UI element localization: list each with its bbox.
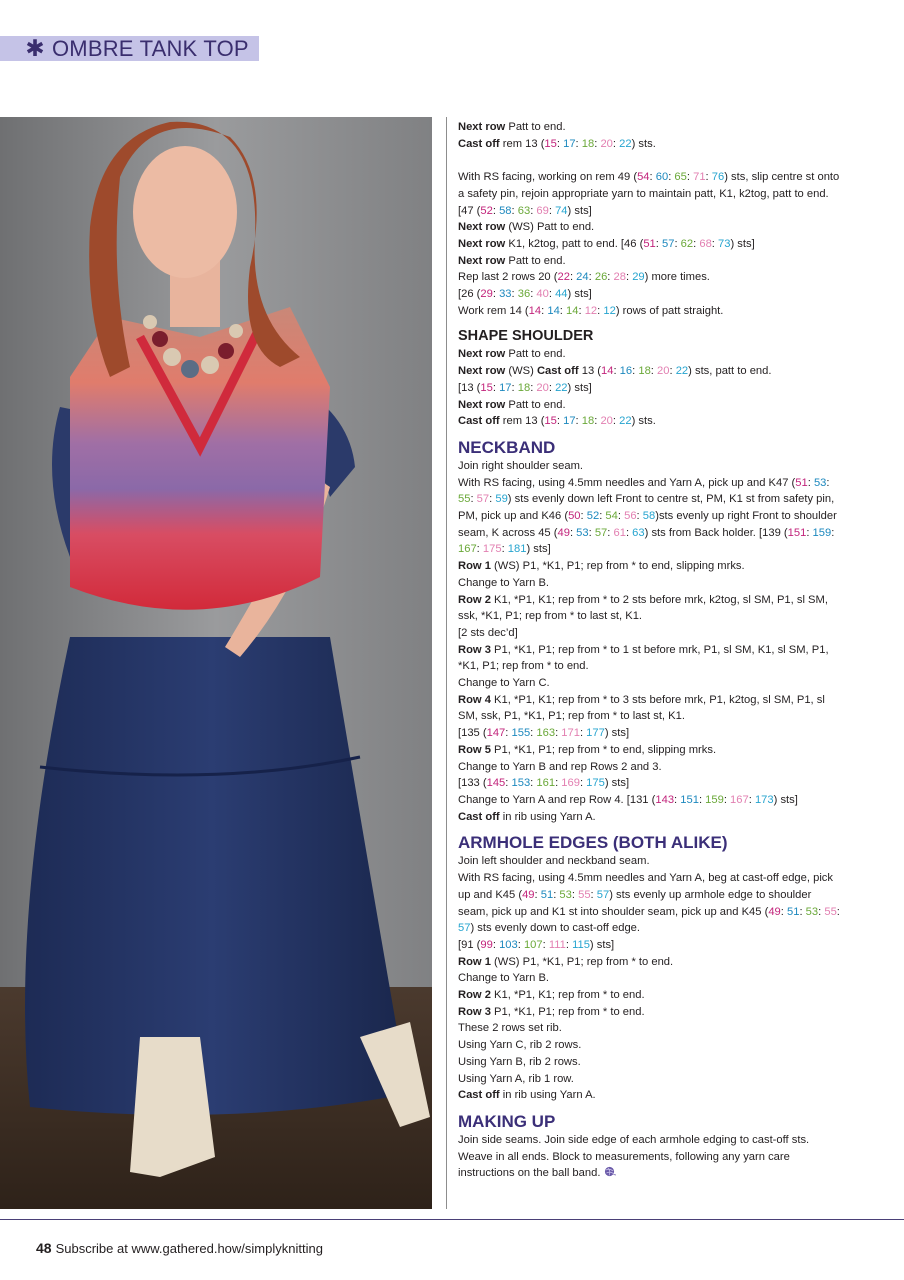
pattern-row: Cast off rem 13 (15: 17: 18: 20: 22) sts. xyxy=(458,415,656,428)
making-up-heading: MAKING UP xyxy=(458,1111,556,1131)
footer-divider xyxy=(0,1219,904,1220)
pattern-row: Next row Patt to end. xyxy=(458,121,566,133)
pattern-row: Next row Patt to end. xyxy=(458,398,566,411)
pattern-row: Next row K1, k2tog, patt to end. [46 (51: 57: 62: 68: 73) sts] xyxy=(458,237,755,250)
pattern-paragraph: With RS facing, using 4.5mm needles and Yarn A, beg at cast-off edge, pick up and K45 (49: 51: 53: 55: 57) sts evenly up armhole edge to shoulder seam, pick up and K1 st into shoulder seam, pick up and K45 (49: 51: 53: 55: 57) sts evenly down to cast-off edge. xyxy=(458,872,840,935)
pattern-row: Row 2 K1, *P1, K1; rep from * to 2 sts before mrk, k2tog, sl SM, P1, sl SM, ssk, *K1, P1; rep from * to last st, K1. xyxy=(458,593,828,623)
model-photo xyxy=(0,117,432,1209)
pattern-row: Cast off in rib using Yarn A. xyxy=(458,810,596,823)
page-title: OMBRE TANK TOP xyxy=(52,36,249,61)
pattern-row: Cast off in rib using Yarn A. xyxy=(458,1089,596,1102)
pattern-row: Next row (WS) Patt to end. xyxy=(458,221,595,234)
pattern-row: Change to Yarn C. xyxy=(458,677,550,690)
pattern-row: Rep last 2 rows 20 (22: 24: 26: 28: 29) more times. xyxy=(458,271,710,284)
stitch-count: [135 (147: 155: 163: 171: 177) sts] xyxy=(458,727,630,740)
pattern-row: These 2 rows set rib. xyxy=(458,1022,562,1035)
pattern-paragraph: With RS facing, using 4.5mm needles and Yarn A, pick up and K47 (51: 53: 55: 57: 59) sts evenly down left Front to centre st, PM, K1 st from safety pin, PM, pick up and K46 (50: 52: 54: 56: 58)sts evenly up right Front to shoulder seam, K across 45 (49: 53: 57: 61: 63) sts from Back holder. [139 (151: 159: 167: 175: 181) sts] xyxy=(458,476,837,556)
stitch-count: [91 (99: 103: 107: 111: 115) sts] xyxy=(458,938,615,951)
pattern-row: Join left shoulder and neckband seam. xyxy=(458,855,650,868)
shape-shoulder-heading: SHAPE SHOULDER xyxy=(458,328,594,345)
stitch-count: [133 (145: 153: 161: 169: 175) sts] xyxy=(458,777,630,790)
pattern-row: Next row Patt to end. xyxy=(458,254,566,267)
pattern-row: Row 5 P1, *K1, P1; rep from * to end, slipping mrks. xyxy=(458,743,717,756)
pattern-row: Row 1 (WS) P1, *K1, P1; rep from * to end. xyxy=(458,955,674,968)
pattern-row: Row 3 P1, *K1, P1; rep from * to 1 st before mrk, P1, sl SM, K1, sl SM, P1, *K1, P1; rep from * to end. xyxy=(458,643,829,673)
yarn-ball-icon xyxy=(604,1166,616,1183)
stitch-count: [26 (29: 33: 36: 40: 44) sts] xyxy=(458,288,592,301)
pattern-row: Next row (WS) Cast off 13 (14: 16: 18: 20: 22) sts, patt to end. xyxy=(458,365,772,378)
armhole-heading: ARMHOLE EDGES (BOTH ALIKE) xyxy=(458,833,728,853)
pattern-row: Using Yarn B, rib 2 rows. xyxy=(458,1055,581,1068)
pattern-row: Row 2 K1, *P1, K1; rep from * to end. xyxy=(458,989,645,1002)
pattern-row: Row 4 K1, *P1, K1; rep from * to 3 sts before mrk, P1, k2tog, sl SM, P1, sl SM, ssk, P1, *K1, P1; rep from * to last st, K1. xyxy=(458,693,825,723)
stitch-count: [13 (15: 17: 18: 20: 22) sts] xyxy=(458,381,592,394)
pattern-row: Change to Yarn B and rep Rows 2 and 3. xyxy=(458,760,662,773)
pattern-row: Join right shoulder seam. xyxy=(458,459,583,472)
pattern-row: Next row Patt to end. xyxy=(458,348,566,361)
pattern-row: Row 1 (WS) P1, *K1, P1; rep from * to end, slipping mrks. xyxy=(458,560,745,573)
column-divider xyxy=(446,117,447,1209)
pattern-row: Using Yarn A, rib 1 row. xyxy=(458,1072,574,1085)
page-number: 48 xyxy=(36,1240,52,1256)
pattern-column xyxy=(458,119,842,1183)
pattern-row: Change to Yarn A and rep Row 4. [131 (143: 151: 159: 167: 173) sts] xyxy=(458,794,798,806)
pattern-row: Change to Yarn B. xyxy=(458,972,550,985)
pattern-paragraph: With RS facing, working on rem 49 (54: 60: 65: 71: 76) sts, slip centre st onto a safety pin, rejoin appropriate yarn to maintain patt, K1, k2tog, patt to end. [47 (52: 58: 63: 69: 74) sts] xyxy=(458,171,840,217)
footer xyxy=(36,1240,323,1257)
neckband-heading: NECKBAND xyxy=(458,437,556,457)
pattern-row: Using Yarn C, rib 2 rows. xyxy=(458,1039,582,1052)
pattern-row: Change to Yarn B. xyxy=(458,576,550,589)
subscribe-link[interactable]: Subscribe at www.gathered.how/simplyknitting xyxy=(55,1241,323,1256)
pattern-row: Cast off rem 13 (15: 17: 18: 20: 22) sts. xyxy=(458,137,656,150)
section-header xyxy=(0,36,259,61)
pattern-row: Row 3 P1, *K1, P1; rep from * to end. xyxy=(458,1005,645,1018)
pattern-row: Work rem 14 (14: 14: 14: 12: 12) rows of patt straight. xyxy=(458,304,724,317)
pattern-paragraph: Join side seams. Join side edge of each armhole edging to cast-off sts. Weave in all ends. Block to measurements, following any yarn care instructions on the ball band. xyxy=(458,1132,842,1183)
flower-icon: ✱ xyxy=(25,35,45,61)
stitch-count: [2 sts dec’d] xyxy=(458,626,518,639)
